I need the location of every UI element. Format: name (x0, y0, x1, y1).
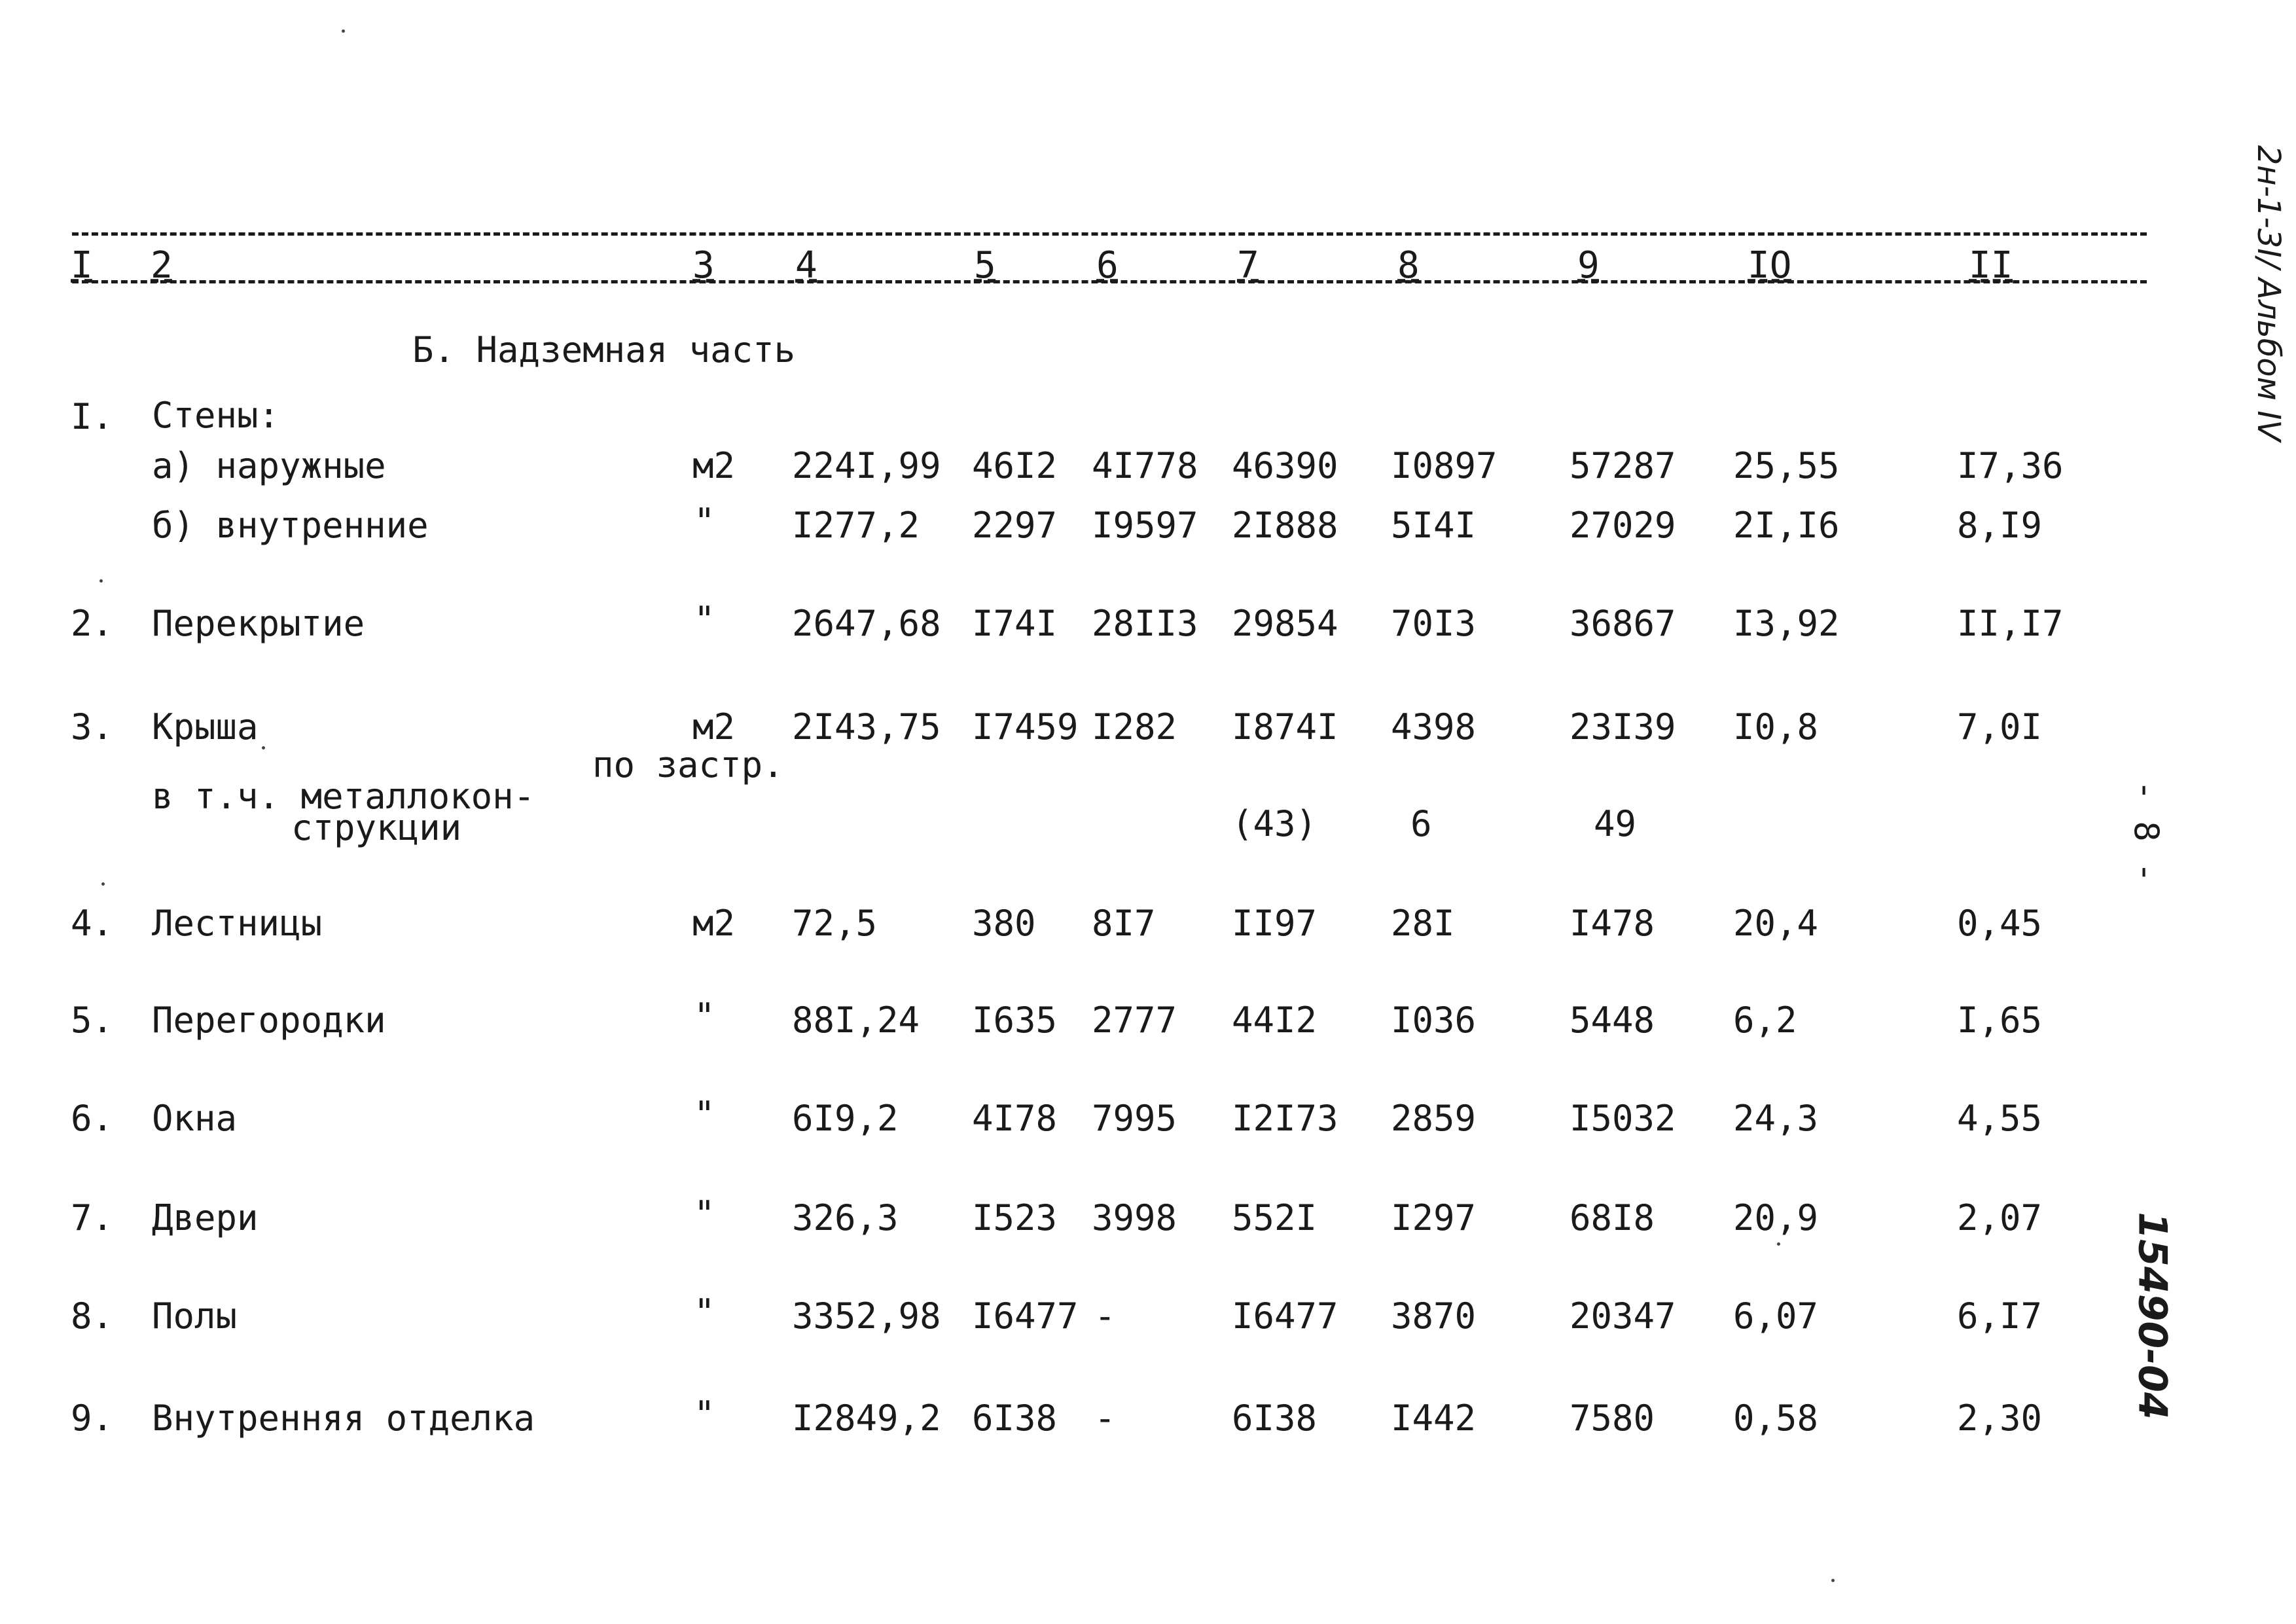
cell-c4: 2647,68 (792, 603, 941, 644)
cell-c8: 2859 (1391, 1098, 1477, 1139)
header-col-1: I (71, 244, 93, 287)
cell-c6: 3998 (1092, 1197, 1177, 1238)
subrow-c7: (43) (1232, 803, 1318, 844)
header-col-5: 5 (974, 244, 996, 287)
scan-speck (262, 746, 265, 749)
cell-c8: 70I3 (1391, 603, 1477, 644)
subrow-name-line1: в т.ч. металлокон- (152, 776, 535, 817)
cell-c4: 6I9,2 (792, 1098, 899, 1139)
scan-speck (1777, 1242, 1780, 1246)
album-reference: 2н-1-3I/ Альбом IV (2250, 145, 2287, 442)
row-name: Перекрытие (152, 603, 365, 644)
row-unit: " (694, 501, 715, 542)
row-unit: м2 (692, 903, 736, 944)
cell-c9: I478 (1570, 903, 1655, 944)
cell-c4: 72,5 (792, 903, 878, 944)
cell-c5: I74I (972, 603, 1058, 644)
document-code: 15490-04 (2129, 1212, 2176, 1420)
cell-c8: I0897 (1391, 445, 1498, 486)
row-unit: " (694, 599, 715, 640)
cell-c10: 2I,I6 (1733, 505, 1840, 546)
cell-c10: 25,55 (1733, 445, 1840, 486)
cell-c10: I0,8 (1733, 706, 1819, 748)
row-name: Крыша (152, 706, 259, 748)
cell-c5: 380 (972, 903, 1036, 944)
row-name: Перегородки (152, 1000, 386, 1041)
cell-c11: II,I7 (1957, 603, 2064, 644)
scan-speck (1831, 1579, 1835, 1582)
cell-c11: 2,07 (1957, 1197, 2043, 1238)
cell-c6: 4I778 (1092, 445, 1198, 486)
row-number: 7. (71, 1197, 114, 1238)
cell-c4: 2I43,75 (792, 706, 941, 748)
cell-c8: 3870 (1391, 1295, 1477, 1337)
cell-c11: 4,55 (1957, 1098, 2043, 1139)
cell-c4: 224I,99 (792, 445, 941, 486)
cell-c7: 2I888 (1232, 505, 1338, 546)
row-unit: " (694, 1094, 715, 1135)
row-name: Окна (152, 1098, 238, 1139)
cell-c4: 326,3 (792, 1197, 899, 1238)
cell-c6: I282 (1092, 706, 1177, 748)
row-name: Двери (152, 1197, 259, 1238)
cell-c11: I7,36 (1957, 445, 2064, 486)
row-unit: " (694, 1193, 715, 1235)
scan-speck (99, 579, 103, 583)
cell-c4: 3352,98 (792, 1295, 941, 1337)
cell-c10: 20,4 (1733, 903, 1819, 944)
header-col-2: 2 (151, 244, 173, 287)
cell-c11: I,65 (1957, 1000, 2043, 1041)
cell-c5: I635 (972, 1000, 1058, 1041)
row-number: 8. (71, 1295, 114, 1337)
header-col-11: II (1969, 244, 2013, 287)
subrow-c8: 6 (1410, 803, 1432, 844)
cell-c4: I2849,2 (792, 1398, 941, 1439)
cell-c4: I277,2 (792, 505, 920, 546)
cell-c7: I6477 (1232, 1295, 1338, 1337)
cell-c5: 46I2 (972, 445, 1058, 486)
row-unit: " (694, 1394, 715, 1435)
cell-c11: 0,45 (1957, 903, 2043, 944)
row-unit: " (694, 1291, 715, 1333)
cell-c5: I523 (972, 1197, 1058, 1238)
cell-c5: I6477 (972, 1295, 1079, 1337)
cell-c10: I3,92 (1733, 603, 1840, 644)
header-col-6: 6 (1096, 244, 1119, 287)
row-unit: " (694, 996, 715, 1037)
cell-c9: 7580 (1570, 1398, 1655, 1439)
row-number: 5. (71, 1000, 114, 1041)
header-col-4: 4 (795, 244, 817, 287)
header-col-10: IO (1748, 244, 1792, 287)
row-name: б) внутренние (152, 505, 429, 546)
cell-c10: 6,2 (1733, 1000, 1797, 1041)
cell-c8: 4398 (1391, 706, 1477, 748)
header-col-3: 3 (692, 244, 715, 287)
cell-c4: 88I,24 (792, 1000, 920, 1041)
header-col-8: 8 (1397, 244, 1420, 287)
scan-speck (342, 29, 345, 33)
row-unit: м2 (692, 445, 736, 486)
cell-c7: I874I (1232, 706, 1338, 748)
cell-c6: - (1094, 1295, 1116, 1337)
cell-c11: 2,30 (1957, 1398, 2043, 1439)
section-title: Б. Надземная часть (412, 329, 796, 370)
cell-c8: 5I4I (1391, 505, 1477, 546)
cell-c10: 20,9 (1733, 1197, 1819, 1238)
cell-c6: 2777 (1092, 1000, 1177, 1041)
cell-c6: - (1094, 1398, 1116, 1439)
row-name: Лестницы (152, 903, 323, 944)
header-top-rule (72, 232, 2147, 236)
cell-c10: 0,58 (1733, 1398, 1819, 1439)
cell-c11: 6,I7 (1957, 1295, 2043, 1337)
unit-note: по застр. (592, 744, 784, 785)
cell-c9: I5032 (1570, 1098, 1676, 1139)
cell-c5: 4I78 (972, 1098, 1058, 1139)
row-number: 3. (71, 706, 114, 748)
cell-c5: I7459 (972, 706, 1079, 748)
cell-c7: 46390 (1232, 445, 1338, 486)
cell-c9: 27029 (1570, 505, 1676, 546)
scan-speck (101, 882, 105, 886)
cell-c6: I9597 (1092, 505, 1198, 546)
header-col-7: 7 (1237, 244, 1259, 287)
row-number: I. (71, 396, 114, 437)
subrow-c9: 49 (1594, 803, 1637, 844)
row-number: 9. (71, 1398, 114, 1439)
page-number: - 8 - (2126, 780, 2166, 883)
row-number: 4. (71, 903, 114, 944)
cell-c9: 57287 (1570, 445, 1676, 486)
header-col-9: 9 (1577, 244, 1600, 287)
cell-c9: 5448 (1570, 1000, 1655, 1041)
cell-c5: 6I38 (972, 1398, 1058, 1439)
group-label: Стены: (152, 395, 280, 436)
subrow-name-line2: струкции (291, 807, 462, 848)
row-name: Полы (152, 1295, 238, 1337)
cell-c8: I036 (1391, 1000, 1477, 1041)
cell-c5: 2297 (972, 505, 1058, 546)
cell-c7: 6I38 (1232, 1398, 1318, 1439)
cell-c10: 6,07 (1733, 1295, 1819, 1337)
cell-c7: 552I (1232, 1197, 1318, 1238)
cell-c7: I2I73 (1232, 1098, 1338, 1139)
cell-c9: 68I8 (1570, 1197, 1655, 1238)
cell-c8: 28I (1391, 903, 1455, 944)
cell-c7: 29854 (1232, 603, 1338, 644)
cell-c9: 36867 (1570, 603, 1676, 644)
cell-c7: II97 (1232, 903, 1318, 944)
cell-c8: I297 (1391, 1197, 1477, 1238)
cell-c9: 23I39 (1570, 706, 1676, 748)
cell-c8: I442 (1391, 1398, 1477, 1439)
cell-c6: 28II3 (1092, 603, 1198, 644)
row-unit: м2 (692, 706, 736, 748)
cell-c10: 24,3 (1733, 1098, 1819, 1139)
row-number: 6. (71, 1098, 114, 1139)
cell-c9: 20347 (1570, 1295, 1676, 1337)
cell-c7: 44I2 (1232, 1000, 1318, 1041)
row-name: а) наружные (152, 445, 386, 486)
cell-c6: 7995 (1092, 1098, 1177, 1139)
cell-c11: 8,I9 (1957, 505, 2043, 546)
cell-c11: 7,0I (1957, 706, 2043, 748)
row-number: 2. (71, 603, 114, 644)
cell-c6: 8I7 (1092, 903, 1156, 944)
row-name: Внутренняя отделка (152, 1398, 535, 1439)
